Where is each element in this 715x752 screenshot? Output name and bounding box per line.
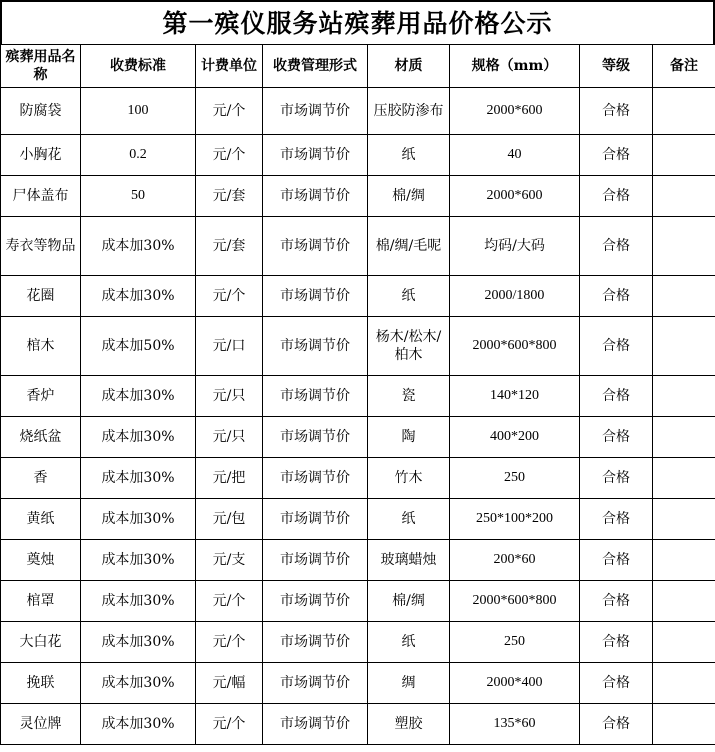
cell-grade: 合格 — [580, 581, 653, 622]
cell-mode: 市场调节价 — [263, 581, 368, 622]
cell-unit: 元/口 — [196, 317, 263, 376]
header-row — [1, 45, 715, 88]
cell-name: 香炉 — [1, 376, 81, 417]
cell-unit: 元/个 — [196, 622, 263, 663]
cell-spec: 135*60 — [450, 704, 580, 745]
cell-material: 塑胶 — [368, 704, 450, 745]
cell-material: 绸 — [368, 663, 450, 704]
cell-name: 防腐袋 — [1, 88, 81, 135]
column-header-spec: 规格（mm） — [450, 45, 580, 88]
cell-material: 棉/绸/毛呢 — [368, 217, 450, 276]
cell-unit: 元/包 — [196, 499, 263, 540]
cell-mode: 市场调节价 — [263, 276, 368, 317]
cell-unit: 元/个 — [196, 135, 263, 176]
cell-mode: 市场调节价 — [263, 540, 368, 581]
table-row — [1, 176, 715, 217]
table-row — [1, 704, 715, 745]
cell-mode: 市场调节价 — [263, 499, 368, 540]
column-header-unit: 计费单位 — [196, 45, 263, 88]
column-header-mode: 收费管理形式 — [263, 45, 368, 88]
cell-material: 压胶防渗布 — [368, 88, 450, 135]
cell-grade: 合格 — [580, 376, 653, 417]
cell-name: 花圈 — [1, 276, 81, 317]
cell-standard: 成本加50% — [81, 317, 196, 376]
cell-spec: 2000*600*800 — [450, 317, 580, 376]
table-row — [1, 417, 715, 458]
column-header-name: 殡葬用品名称 — [1, 45, 81, 88]
cell-spec: 2000/1800 — [450, 276, 580, 317]
cell-spec: 400*200 — [450, 417, 580, 458]
cell-standard: 成本加30% — [81, 417, 196, 458]
cell-unit: 元/个 — [196, 276, 263, 317]
cell-mode: 市场调节价 — [263, 663, 368, 704]
cell-note — [653, 540, 715, 581]
cell-material: 纸 — [368, 276, 450, 317]
cell-material: 杨木/松木/柏木 — [368, 317, 450, 376]
cell-spec: 140*120 — [450, 376, 580, 417]
cell-grade: 合格 — [580, 176, 653, 217]
cell-material: 陶 — [368, 417, 450, 458]
column-header-note: 备注 — [653, 45, 715, 88]
cell-material: 竹木 — [368, 458, 450, 499]
cell-material: 棉/绸 — [368, 581, 450, 622]
column-header-standard: 收费标准 — [81, 45, 196, 88]
cell-note — [653, 458, 715, 499]
cell-standard: 成本加30% — [81, 704, 196, 745]
table-row — [1, 581, 715, 622]
cell-mode: 市场调节价 — [263, 376, 368, 417]
cell-unit: 元/支 — [196, 540, 263, 581]
cell-name: 小胸花 — [1, 135, 81, 176]
cell-mode: 市场调节价 — [263, 217, 368, 276]
cell-grade: 合格 — [580, 217, 653, 276]
cell-standard: 0.2 — [81, 135, 196, 176]
cell-note — [653, 417, 715, 458]
cell-unit: 元/个 — [196, 88, 263, 135]
cell-note — [653, 176, 715, 217]
cell-name: 黄纸 — [1, 499, 81, 540]
cell-name: 大白花 — [1, 622, 81, 663]
cell-mode: 市场调节价 — [263, 135, 368, 176]
cell-standard: 100 — [81, 88, 196, 135]
cell-standard: 成本加30% — [81, 581, 196, 622]
cell-note — [653, 376, 715, 417]
cell-standard: 成本加30% — [81, 540, 196, 581]
cell-note — [653, 704, 715, 745]
cell-spec: 250 — [450, 622, 580, 663]
cell-grade: 合格 — [580, 276, 653, 317]
cell-name: 寿衣等物品 — [1, 217, 81, 276]
cell-spec: 2000*600*800 — [450, 581, 580, 622]
table-row — [1, 499, 715, 540]
cell-grade: 合格 — [580, 317, 653, 376]
cell-note — [653, 499, 715, 540]
cell-grade: 合格 — [580, 622, 653, 663]
cell-spec: 250*100*200 — [450, 499, 580, 540]
cell-unit: 元/套 — [196, 176, 263, 217]
cell-note — [653, 276, 715, 317]
cell-unit: 元/把 — [196, 458, 263, 499]
column-header-grade: 等级 — [580, 45, 653, 88]
table-row — [1, 663, 715, 704]
cell-grade: 合格 — [580, 135, 653, 176]
cell-grade: 合格 — [580, 417, 653, 458]
cell-spec: 2000*600 — [450, 176, 580, 217]
price-table — [0, 44, 715, 745]
cell-material: 棉/绸 — [368, 176, 450, 217]
cell-mode: 市场调节价 — [263, 317, 368, 376]
cell-spec: 200*60 — [450, 540, 580, 581]
cell-material: 玻璃蜡烛 — [368, 540, 450, 581]
cell-standard: 成本加30% — [81, 458, 196, 499]
cell-name: 尸体盖布 — [1, 176, 81, 217]
table-row — [1, 88, 715, 135]
table-row — [1, 217, 715, 276]
cell-grade: 合格 — [580, 458, 653, 499]
cell-note — [653, 622, 715, 663]
cell-name: 灵位牌 — [1, 704, 81, 745]
cell-material: 瓷 — [368, 376, 450, 417]
cell-mode: 市场调节价 — [263, 458, 368, 499]
cell-spec: 40 — [450, 135, 580, 176]
cell-mode: 市场调节价 — [263, 622, 368, 663]
cell-note — [653, 217, 715, 276]
cell-name: 棺罩 — [1, 581, 81, 622]
cell-mode: 市场调节价 — [263, 704, 368, 745]
cell-standard: 成本加30% — [81, 217, 196, 276]
cell-material: 纸 — [368, 135, 450, 176]
table-row — [1, 276, 715, 317]
cell-standard: 50 — [81, 176, 196, 217]
cell-note — [653, 663, 715, 704]
cell-unit: 元/个 — [196, 581, 263, 622]
cell-note — [653, 135, 715, 176]
cell-grade: 合格 — [580, 663, 653, 704]
table-row — [1, 135, 715, 176]
table-row — [1, 540, 715, 581]
cell-spec: 均码/大码 — [450, 217, 580, 276]
cell-name: 棺木 — [1, 317, 81, 376]
cell-unit: 元/个 — [196, 704, 263, 745]
cell-standard: 成本加30% — [81, 499, 196, 540]
cell-mode: 市场调节价 — [263, 88, 368, 135]
cell-grade: 合格 — [580, 540, 653, 581]
cell-name: 香 — [1, 458, 81, 499]
cell-mode: 市场调节价 — [263, 176, 368, 217]
table-row — [1, 622, 715, 663]
column-header-material: 材质 — [368, 45, 450, 88]
cell-note — [653, 317, 715, 376]
cell-material: 纸 — [368, 622, 450, 663]
table-row — [1, 376, 715, 417]
cell-unit: 元/幅 — [196, 663, 263, 704]
cell-grade: 合格 — [580, 499, 653, 540]
cell-standard: 成本加30% — [81, 276, 196, 317]
cell-spec: 2000*400 — [450, 663, 580, 704]
cell-standard: 成本加30% — [81, 663, 196, 704]
cell-unit: 元/只 — [196, 417, 263, 458]
cell-spec: 250 — [450, 458, 580, 499]
cell-note — [653, 88, 715, 135]
cell-grade: 合格 — [580, 704, 653, 745]
cell-spec: 2000*600 — [450, 88, 580, 135]
cell-name: 烧纸盆 — [1, 417, 81, 458]
table-row — [1, 317, 715, 376]
cell-mode: 市场调节价 — [263, 417, 368, 458]
cell-material: 纸 — [368, 499, 450, 540]
cell-name: 挽联 — [1, 663, 81, 704]
cell-unit: 元/只 — [196, 376, 263, 417]
cell-name: 奠烛 — [1, 540, 81, 581]
cell-note — [653, 581, 715, 622]
cell-standard: 成本加30% — [81, 376, 196, 417]
table-row — [1, 458, 715, 499]
cell-standard: 成本加30% — [81, 622, 196, 663]
cell-grade: 合格 — [580, 88, 653, 135]
page-title: 第一殡仪服务站殡葬用品价格公示 — [0, 0, 715, 44]
cell-unit: 元/套 — [196, 217, 263, 276]
